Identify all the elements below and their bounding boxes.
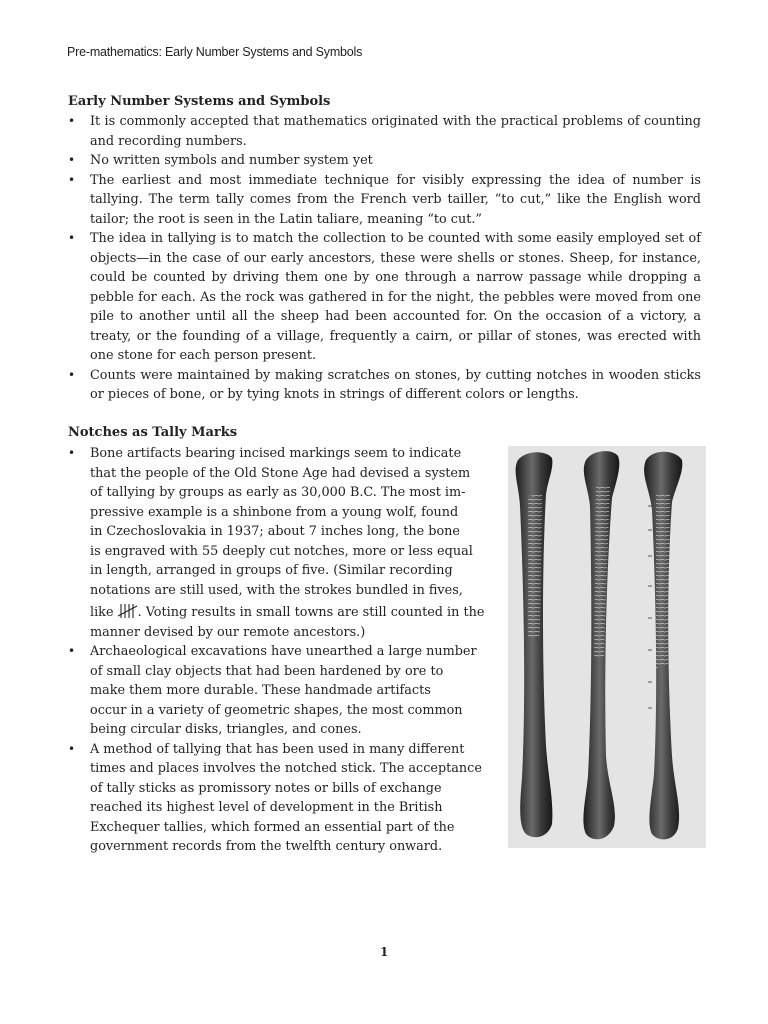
text-line: Exchequer tallies, which formed an essential part of the [90,819,455,835]
text-line: being circular disks, triangles, and cones. [90,722,362,737]
section-heading-early-number-systems: Early Number Systems and Symbols [68,94,331,109]
page-number: 1 [380,945,389,959]
list-item [68,642,508,740]
list-item: • The idea in tallying is to match the collection to be counted with some easily employed set of objects—in the case of our early ancestors, these were shells or stones. Sheep, for instance, could be counted by driving them one by one through a narrow passage while dropping a pebble for each. As the rock was gathered in for the night, the pebbles were moved from one pile to another until all the sheep had been accounted for. On the occasion of a victory, a treaty, or the founding of a village, frequently a cairn, or pillar of stones, was erected with one stone for each person present. [68,229,701,366]
text-line: pressive example is a shinbone from a young wolf, found [90,504,459,520]
text-line: • Bone artifacts bearing incised markings seem to indicate [90,446,462,461]
list-item: • It is commonly accepted that mathematics originated with the practical problems of counting and recording numbers. [68,112,701,151]
bones-illustration [508,446,706,848]
text-line: • A method of tallying that has been used in many different [90,741,465,757]
list-item [68,444,508,642]
list-item: • Counts were maintained by making scratches on stones, by cutting notches in wooden sticks or pieces of bone, or by tying knots in strings of different colors or lengths. [68,366,701,405]
text-line: of small clay objects that had been hardened by ore to [90,663,444,679]
text-line: of tallying by groups as early as 30,000 B.C. The most im- [90,485,466,500]
text-line: in length, arranged in groups of five. (Similar recording [90,563,453,578]
early-number-systems-list [68,112,701,405]
text-line: notations are still used, with the strokes bundled in fives, [90,582,463,598]
list-item: • The earliest and most immediate technique for visibly expressing the idea of number is tallying. The term tally comes from the French verb tailler, “to cut,” like the English word tailor; the root is seen in the Latin taliare, meaning “to cut.” [68,171,701,230]
text-line: occur in a variety of geometric shapes, the most common [90,702,463,718]
running-header: Pre-mathematics: Early Number Systems and Symbols [67,45,363,59]
like-text: like [90,605,118,620]
text-line-with-tally [90,603,508,623]
text-line: is engraved with 55 deeply cut notches, more or less equal [90,543,473,559]
section-heading-notches: Notches as Tally Marks [68,425,238,440]
text-line: manner devised by our remote ancestors.) [90,624,366,640]
list-item: • No written symbols and number system yet [68,151,701,171]
text-line: government records from the twelfth century onward. [90,839,443,854]
tally-five-icon [118,603,138,619]
text-line: reached its highest level of development in the British [90,800,443,815]
text-line: that the people of the Old Stone Age had devised a system [90,465,471,481]
text-line: times and places involves the notched stick. The acceptance [90,761,482,776]
voting-text: . Voting results in small towns are still counted in the [137,605,485,620]
text-line: • Archaeological excavations have unearthed a large number [90,644,477,659]
text-line: make them more durable. These handmade artifacts [90,683,431,698]
list-item [68,740,508,857]
text-line: in Czechoslovakia in 1937; about 7 inches long, the bone [90,524,460,539]
text-line: of tally sticks as promissory notes or bills of exchange [90,780,442,796]
notches-list [68,444,508,857]
notched-bones-photo [508,446,706,848]
